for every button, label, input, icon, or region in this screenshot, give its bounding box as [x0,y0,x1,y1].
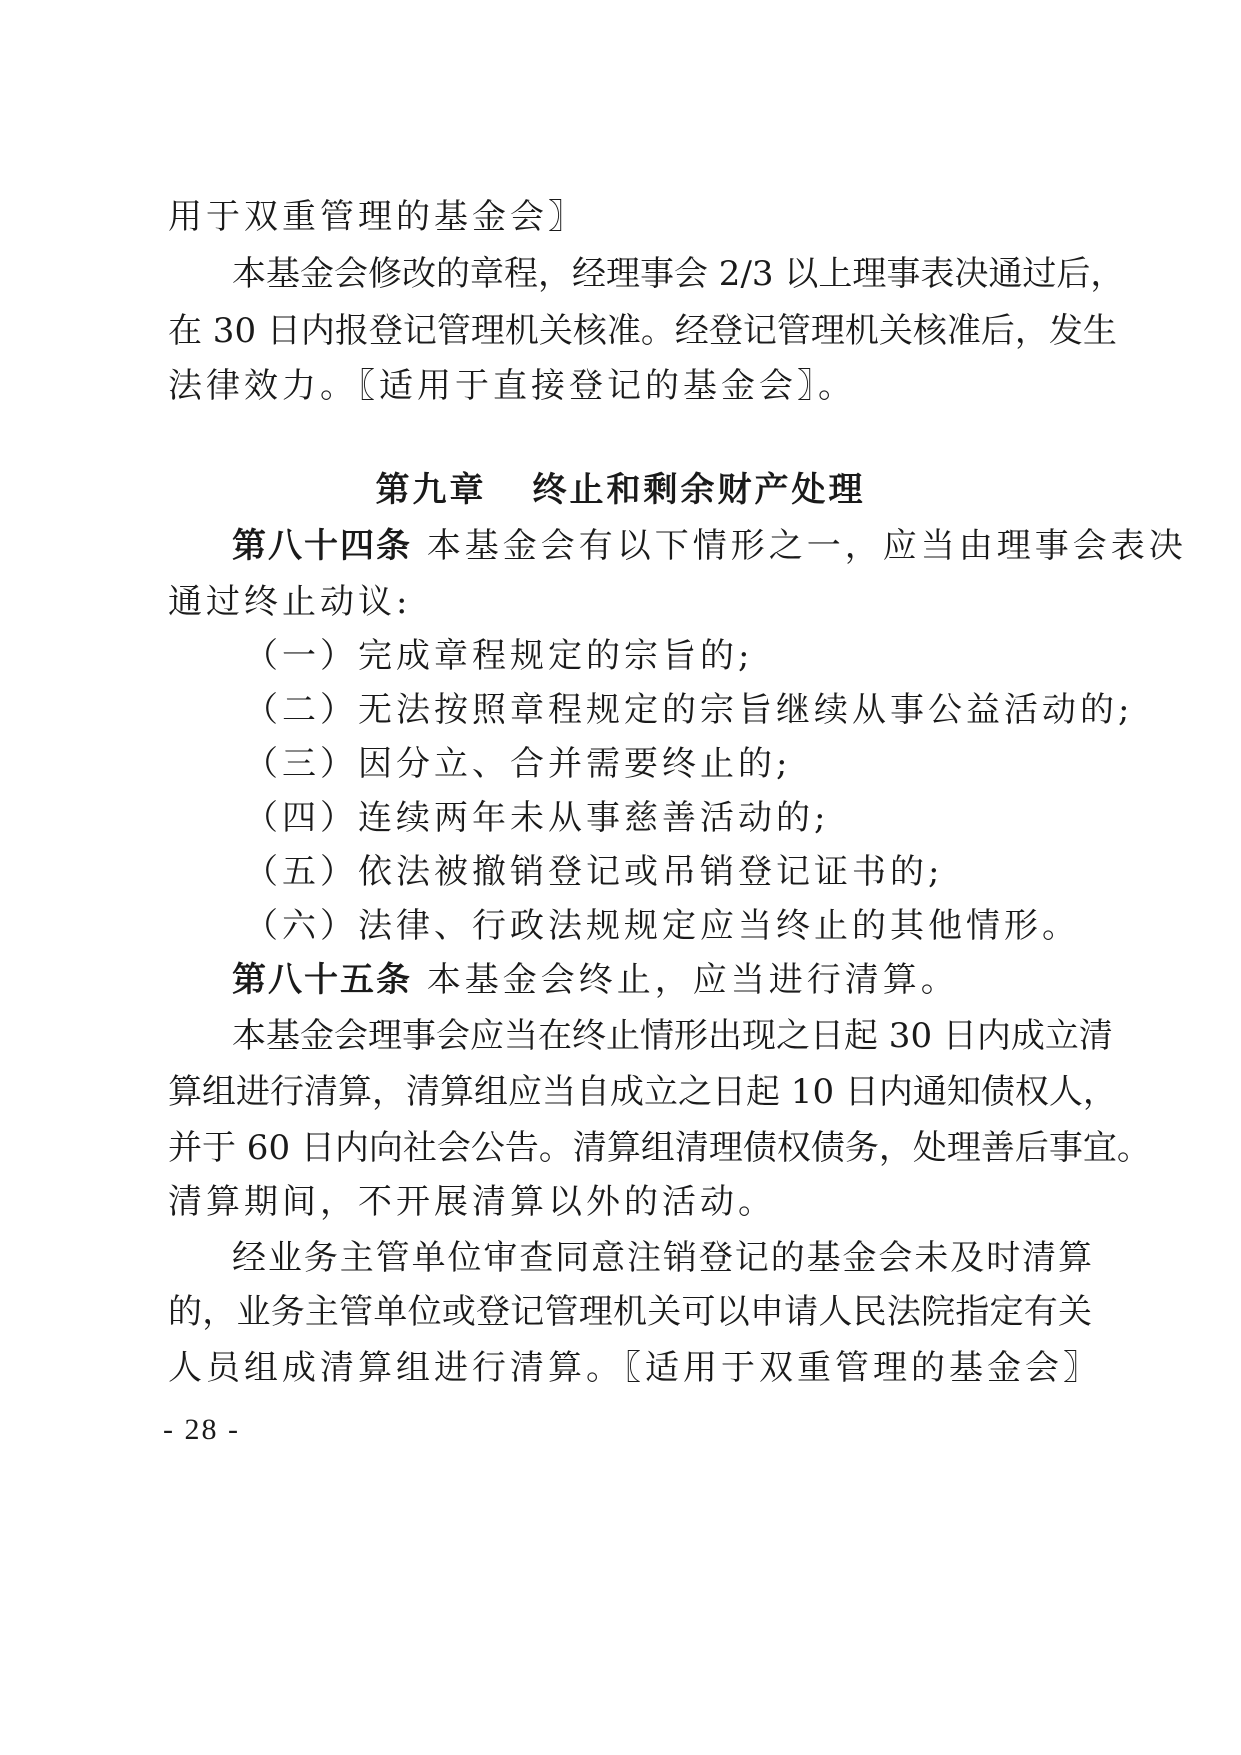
chapter-heading [0,468,1241,512]
article-85-line [232,958,1092,1002]
text-line: 本基金会理事会应当在终止情形出现之日起 30 日内成立清 [232,1016,1113,1056]
article-85-text: 本基金会终止，应当进行清算。 [426,960,959,1000]
text-line: 经业务主管单位审查同意注销登记的基金会未及时清算 [232,1238,1092,1278]
text-line: 并于 60 日内向社会公告。清算组清理债权债务，处理善后事宜。 [168,1128,1151,1168]
text-line: 本基金会修改的章程，经理事会 2/3 以上理事表决通过后， [232,254,1125,294]
text-line: 通过终止动议: [168,582,412,622]
list-item: （三）因分立、合并需要终止的; [244,744,792,784]
list-item: （一）完成章程规定的宗旨的; [244,636,754,676]
text-line: 的，业务主管单位或登记管理机关可以申请人民法院指定有关 [168,1292,1092,1332]
list-item: （六）法律、行政法规规定应当终止的其他情形。 [244,906,1080,946]
list-item: （二）无法按照章程规定的宗旨继续从事公益活动的; [244,690,1134,730]
list-item: （四）连续两年未从事慈善活动的; [244,798,830,838]
article-84-line [232,524,1187,568]
chapter-title: 终止和剩余财产处理 [532,470,866,510]
text-line: 法律效力。〖适用于直接登记的基金会〗。 [168,366,856,406]
article-85-label: 第八十五条 [232,960,412,1000]
text-line: 人员组成清算组进行清算。〖适用于双重管理的基金会〗 [168,1348,1101,1388]
list-item: （五）依法被撤销登记或吊销登记证书的; [244,852,944,892]
article-84-label: 第八十四条 [232,526,412,566]
text-line: 在 30 日内报登记管理机关核准。经登记管理机关核准后，发生 [168,311,1117,351]
article-84-text: 本基金会有以下情形之一，应当由理事会表决 [426,526,1187,566]
text-line: 清算期间，不开展清算以外的活动。 [168,1182,776,1222]
chapter-number: 第九章 [375,470,487,510]
text-line: 用于双重管理的基金会〗 [168,197,586,237]
text-line: 算组进行清算，清算组应当自成立之日起 10 日内通知债权人， [168,1072,1117,1112]
page-number: - 28 - [163,1413,240,1446]
